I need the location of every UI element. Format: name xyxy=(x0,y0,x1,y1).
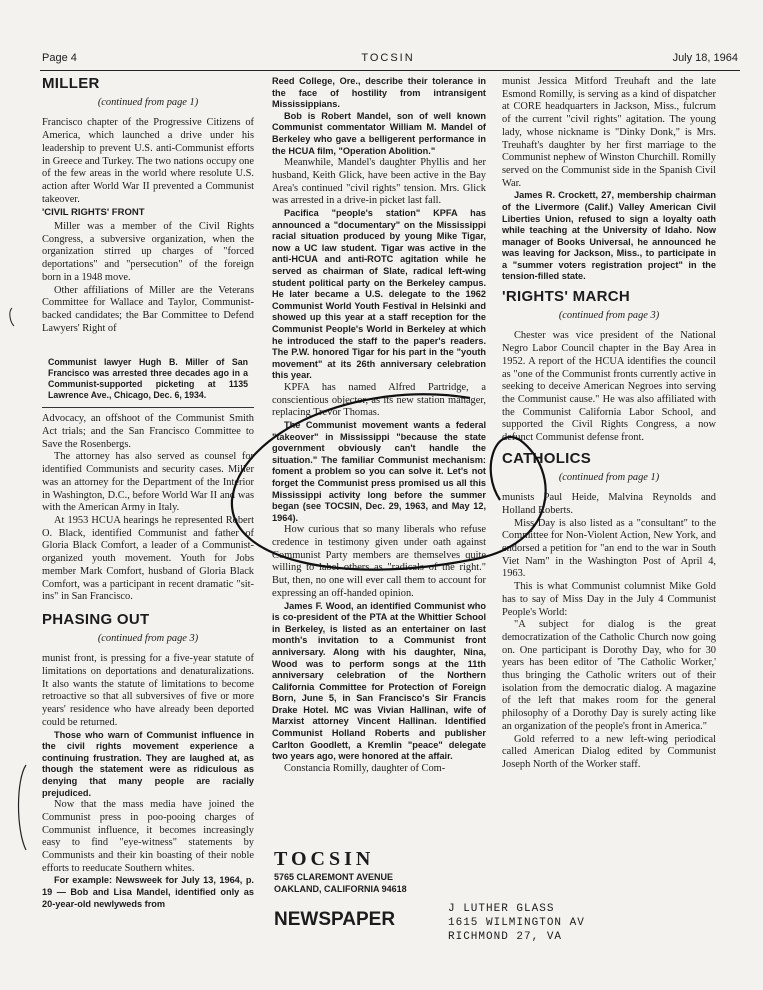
paragraph: munist front, is pressing for a five-year statute of limitations on deportations and denaturalizations. It also wants the statute of limitations to become retroactive so that all subversives of five or more years' residence who have already been deported could be returned. xyxy=(42,653,254,728)
divider xyxy=(42,407,254,408)
headline-miller: MILLER xyxy=(42,76,100,92)
photo-area xyxy=(42,335,254,353)
paragraph-bold: Reed College, Ore., describe their tolerance in the face of hostility from intransigent Mississippians. xyxy=(272,76,486,110)
subhead-civil-rights-front: 'CIVIL RIGHTS' FRONT xyxy=(42,207,145,219)
paragraph: This is what Communist columnist Mike Gold has to say of Miss Day in the July 4 Communist People's World: xyxy=(502,581,716,618)
paragraph: munist Jessica Mitford Treuhaft and the late Esmond Romilly, is serving as a kind of dispatcher at CORE headquarters in Jackson, Miss., fulcrum of the current "civil rights" agitation. The young lady, whose nickname is "Dinky Donk," is Mrs. Treuhaft's daughter by her first marriage to the Communist nephew of Winston Churchill. Romilly served on the Communist side in the Spanish Civil War. xyxy=(502,76,716,189)
paragraph-bold: The Communist movement wants a federal "takeover" in Mississippi "because the state government obviously can't handle the situation." The familiar Communist mechanism: foment a problem so you can solve it. Let's not forget the Communist press promised us all this Mississippi activity long before the summer began (see TOCSIN, Dec. 29, 1963, and May 12, 1964). xyxy=(272,419,486,523)
paragraph: Chester was vice president of the National Negro Labor Council chapter in the Bay Area in 1952. A report of the HCUA identifies the council as "one of the Communist fronts currently active in seeking to deceive American Negroes into serving the Communist cause." He was also affiliated with the Communist California Labor School, and supported the Civil Rights Congress, a now defunct Communist defense front. xyxy=(502,330,716,444)
paragraph: "A subject for dialog is the great democratization of the Catholic Church now going on. One participant is Dorothy Day, who for 30 years has been editor of 'The Catholic Worker,' thus bringing the Catholic writers out of their isolation from the democratic dialog. A magazine of the left that makes room for the general philosophy of a Dorothy Day is surely acting like an organization of the people's front in America." xyxy=(502,619,716,732)
paragraph: Advocacy, an offshoot of the Communist Smith Act trials; and the San Francisco Committee to Save the Rosenbergs. xyxy=(42,413,254,450)
paragraph: Meanwhile, Mandel's daughter Phyllis and her husband, Keith Glick, have been active in the Bay Area's continued "civil rights" tension. Mrs. Glick was arrested in a drive-in picket last fall. xyxy=(272,157,486,207)
mailing-label xyxy=(448,902,585,944)
paragraph: At 1953 HCUA hearings he represented Robert O. Black, identified Communist and father of Gloria Black Comfort, a leader of a Communist-organized youth movement. Youth for Jobs member Mark Comfort, husband of Gloria Black Comfort, was a participant in recent dramatic "sit-ins" in San Francisco. xyxy=(42,514,254,603)
continued-note: (continued from page 3) xyxy=(97,632,199,644)
continued-note: (continued from page 1) xyxy=(558,471,660,483)
issue-date: July 18, 1964 xyxy=(672,52,738,64)
masthead-address-line: OAKLAND, CALIFORNIA 94618 xyxy=(274,884,407,894)
paragraph-bold: Pacifica "people's station" KPFA has announced a "documentary" on the Mississippi racial situation produced by young Mike Tigar, now a UC law student. Tigar was active in the anti-HCUA and anti-ROTC agitation while he served as chairman of Slate, radical left-wing student political party on the Berkeley campus. He later became a U.S. delegate to the 1962 Communist World Youth Festival in Helsinki and showed up this year at a staff reception for the Communist People's World in Berkeley at which he introduced the staff to the paper's readers. The P.W. honored Tigar for his part in the "youth movement" at its 26th anniversary celebration this year. xyxy=(272,207,486,381)
paragraph: munists Paul Heide, Malvina Reynolds and Holland Roberts. xyxy=(502,492,716,516)
page-number: Page 4 xyxy=(42,52,77,64)
pen-margin-bracket xyxy=(10,308,14,326)
paragraph: KPFA has named Alfred Partridge, a conscientious objector, as its new station manager, replacing Trevor Thomas. xyxy=(272,381,486,419)
pen-margin-bracket xyxy=(19,765,27,850)
paragraph-bold: Bob is Robert Mandel, son of well known Communist commentator William M. Mandel of Berkeley who gave a belligerent performance in the HCUA film, "Operation Abolition." xyxy=(272,110,486,156)
continued-note: (continued from page 3) xyxy=(558,309,660,321)
continued-note: (continued from page 1) xyxy=(97,96,199,108)
paragraph: Miss Day is also listed as a "consultant" to the Committee for Non-Violent Action, New York, and endorsed a petition for "an end to the war in South Viet Nam" in the Washington Post of April 4, 1963. xyxy=(502,517,716,580)
paragraph: Francisco chapter of the Progressive Citizens of America, which launched a drive under his leadership to prevent U.S. anti-Communist efforts in Greece and Turkey. The two nations occupy one of the few areas in the world where resolute U.S. action after World War II prevented a Communist takeover. xyxy=(42,117,254,205)
paragraph: Miller was a member of the Civil Rights Congress, a subversive organization, when the organization stirred up charges of "forced deportations" and "persecution" of the foreign born in a 1948 move. xyxy=(42,221,254,283)
paragraph: Now that the mass media have joined the Communist press in poo-pooing charges of Communist influence, it becomes increasingly easy to find "eye-witness" statements by Communists and their kin boasting of their noble efforts to reeducate Southern whites. xyxy=(42,799,254,874)
running-title: TOCSIN xyxy=(361,52,415,64)
column-1 xyxy=(42,76,254,956)
label-line: 1615 WILMINGTON AV xyxy=(448,917,585,929)
column-2 xyxy=(272,76,486,836)
mail-class-newspaper: NEWSPAPER xyxy=(274,909,396,930)
paragraph-bold: James R. Crockett, 27, membership chairman of the Livermore (Calif.) Valley American Civil Liberties Union, refused to sign a loyalty oath while teaching at the University of Idaho. Now manager of Books Universal, he announced he was leaving for Jackson, Miss., to participate in a "summer voters registration project" in the tension-filled state. xyxy=(502,190,716,282)
headline-rights-march: 'RIGHTS' MARCH xyxy=(502,288,630,306)
paragraph: Constancia Romilly, daughter of Com- xyxy=(284,762,446,774)
headline-catholics: CATHOLICS xyxy=(502,449,592,467)
label-line: RICHMOND 27, VA xyxy=(448,931,563,943)
page-header xyxy=(38,52,738,68)
paragraph: Gold referred to a new left-wing periodical called American Dialog edited by Communist Joseph North of the Worker staff. xyxy=(502,733,716,770)
headline-phasing-out: PHASING OUT xyxy=(42,610,150,628)
label-line: J LUTHER GLASS xyxy=(448,903,555,915)
paragraph-bold: James F. Wood, an identified Communist who is co-president of the PTA at the Whittier School in Berkeley, is listed as an entertainer on last month's invitation to a Communist front anniversary. Along with his daughter, Nina, Wood was to perform songs at the 11th anniversary celebration of the Northern California Committee for Protection of Foreign Born, June 5, in San Francisco's Sir Francis Drake Hotel. MC was Vivian Hallinan, wife of Marxist attorney Vincent Hallinan. Identified Communist Holland Roberts and publisher Carlton Goodlett, a Kremlin "peace" delegate two years ago, were honored at the affair. xyxy=(272,600,486,762)
column-3 xyxy=(502,76,716,876)
paragraph: Other affiliations of Miller are the Veterans Committee for Wallace and Taylor, Communist-backed candidates; the Bar Committee to Defend Lawyers' Right of xyxy=(42,284,254,334)
paragraph: The attorney has also served as counsel for identified Communists and security cases. Miller was an attorney for the Department of the Interior in Washington, D.C., before World War II and was with the American Army in Italy. xyxy=(42,451,254,514)
masthead-title: TOCSIN xyxy=(274,848,375,870)
header-rule xyxy=(40,70,740,71)
masthead-address-line: 5765 CLAREMONT AVENUE xyxy=(274,872,394,882)
photo-caption: Communist lawyer Hugh B. Miller of San Francisco was arrested three decades ago in a Communist-supported picketing at 1135 Lawrence Ave., Chicago, Dec. 6, 1934. xyxy=(48,357,248,401)
paragraph: How curious that so many liberals who refuse credence in testimony given under oath against Communist Party members are themselves quite willing to label others as "radicals of the right." But, then, no one will ever call them to account for expressing an off-handed opinion. xyxy=(272,524,486,599)
paragraph-bold: Those who warn of Communist influence in the civil rights movement experience a continuing frustration. They are laughed at, as though the statement were as ridiculous as denying that many people are racially prejudiced. xyxy=(42,729,254,798)
paragraph-bold: For example: Newsweek for July 13, 1964, p. 19 — Bob and Lisa Mandel, identified only as 20-year-old newlyweds from xyxy=(42,875,254,909)
